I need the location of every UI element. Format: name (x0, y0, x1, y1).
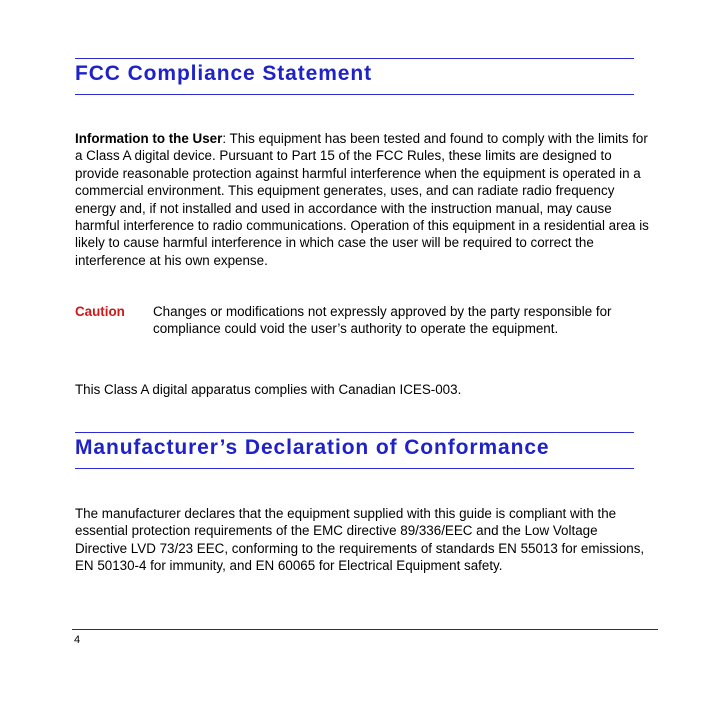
declaration-heading: Manufacturer’s Declaration of Conformance (75, 436, 550, 459)
caution-label: Caution (75, 304, 125, 319)
footer-rule (72, 629, 658, 630)
declaration-heading-top-rule (75, 432, 634, 433)
information-to-user-paragraph (75, 130, 657, 269)
information-to-user-lead: Information to the User (75, 131, 223, 146)
information-to-user-body: : This equipment has been tested and found to comply with the limits for a Class A digital device. Pursuant to Part 15 of the FCC Rules, these limits are designed to provide reasonable protection against harmful interference when the equipment is operated in a commercial environment. This equipment generates, uses, and can radiate radio frequency energy and, if not installed and used in accordance with the instruction manual, may cause harmful interference to radio communications. Operation of this equipment in a residential area is likely to cause harmful interference in which case the user will be required to correct the interference at his own expense. (75, 131, 649, 268)
canada-compliance-text: This Class A digital apparatus complies with Canadian ICES-003. (75, 382, 462, 397)
caution-text: Changes or modifications not expressly approved by the party responsible for compliance could void the user’s authority to operate the equipment. (153, 304, 612, 337)
fcc-heading-bottom-rule (75, 94, 634, 95)
page-number: 4 (74, 634, 81, 646)
declaration-heading-bottom-rule (75, 468, 634, 469)
declaration-paragraph: The manufacturer declares that the equipment supplied with this guide is compliant with the essential protection requirements of the EMC directive 89/336/EEC and the Low Voltage Directive LVD 73/23 EEC, conforming to the requirements of standards EN 55013 for emissions, EN 50130-4 for immunity, and EN 60065 for Electrical Equipment safety. (75, 506, 645, 574)
fcc-heading-top-rule (75, 58, 634, 59)
fcc-heading: FCC Compliance Statement (75, 62, 372, 85)
